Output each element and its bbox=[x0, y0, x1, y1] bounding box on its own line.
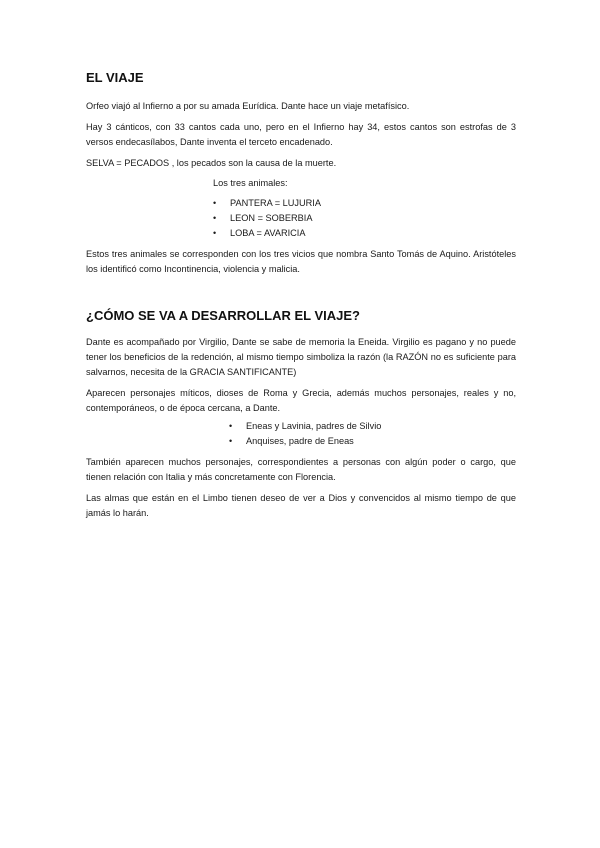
list-item bbox=[213, 211, 516, 226]
paragraph-almas: Las almas que están en el Limbo tienen deseo de ver a Dios y convencidos al mismo tiempo de que jamás lo harán. bbox=[86, 493, 516, 518]
list-item-text: Anquises, padre de Eneas bbox=[246, 436, 354, 446]
list-item bbox=[213, 196, 516, 211]
paragraph-orfeo: Orfeo viajó al Infierno a por su amada Eurídica. Dante hace un viaje metafísico. bbox=[86, 101, 410, 111]
section-title-el-viaje: EL VIAJE bbox=[86, 70, 144, 85]
animals-list bbox=[213, 196, 516, 241]
list-item-text: LOBA = AVARICIA bbox=[230, 228, 306, 238]
document-page bbox=[86, 70, 516, 521]
paragraph-vicios: Estos tres animales se corresponden con los tres vicios que nombra Santo Tomás de Aquino. Aristóteles los identificó como Incontinencia, violencia y malicia. bbox=[86, 249, 516, 274]
bullet-icon: • bbox=[213, 213, 217, 223]
paragraph-tambien: También aparecen muchos personajes, correspondientes a personas con algún poder o cargo, que tienen relación con Italia y más concretamente con Florencia. bbox=[86, 457, 516, 482]
eneas-list bbox=[229, 419, 516, 449]
list-item-text: Eneas y Lavinia, padres de Silvio bbox=[246, 421, 382, 431]
bullet-icon: • bbox=[213, 228, 217, 238]
paragraph-personajes: Aparecen personajes míticos, dioses de Roma y Grecia, además muchos personajes, reales y no, contemporáneos, o de época cercana, a Dante. bbox=[86, 388, 516, 413]
bullet-icon: • bbox=[229, 421, 233, 431]
list-item bbox=[213, 226, 516, 241]
bullet-icon: • bbox=[213, 198, 217, 208]
list-item bbox=[229, 419, 516, 434]
list-item bbox=[229, 434, 516, 449]
animals-label: Los tres animales: bbox=[213, 178, 288, 188]
list-item-text: PANTERA = LUJURIA bbox=[230, 198, 321, 208]
paragraph-selva: SELVA = PECADOS , los pecados son la causa de la muerte. bbox=[86, 158, 337, 168]
eneas-block bbox=[229, 419, 516, 449]
paragraph-virgilio: Dante es acompañado por Virgilio, Dante se sabe de memoria la Eneida. Virgilio es pagano y no puede tener los beneficios de la redención, al mismo tiempo simboliza la razón (la RAZÓN no es suficiente para salvarnos, necesita de la GRACIA SANTIFICANTE) bbox=[86, 337, 516, 377]
paragraph-canticos: Hay 3 cánticos, con 33 cantos cada uno, pero en el Infierno hay 34, estos cantos son estrofas de 3 versos endecasílabos, Dante inventa el terceto encadenado. bbox=[86, 122, 516, 147]
animals-block bbox=[213, 176, 516, 241]
list-item-text: LEON = SOBERBIA bbox=[230, 213, 313, 223]
section-title-desarrollo: ¿CÓMO SE VA A DESARROLLAR EL VIAJE? bbox=[86, 308, 360, 323]
bullet-icon: • bbox=[229, 436, 233, 446]
